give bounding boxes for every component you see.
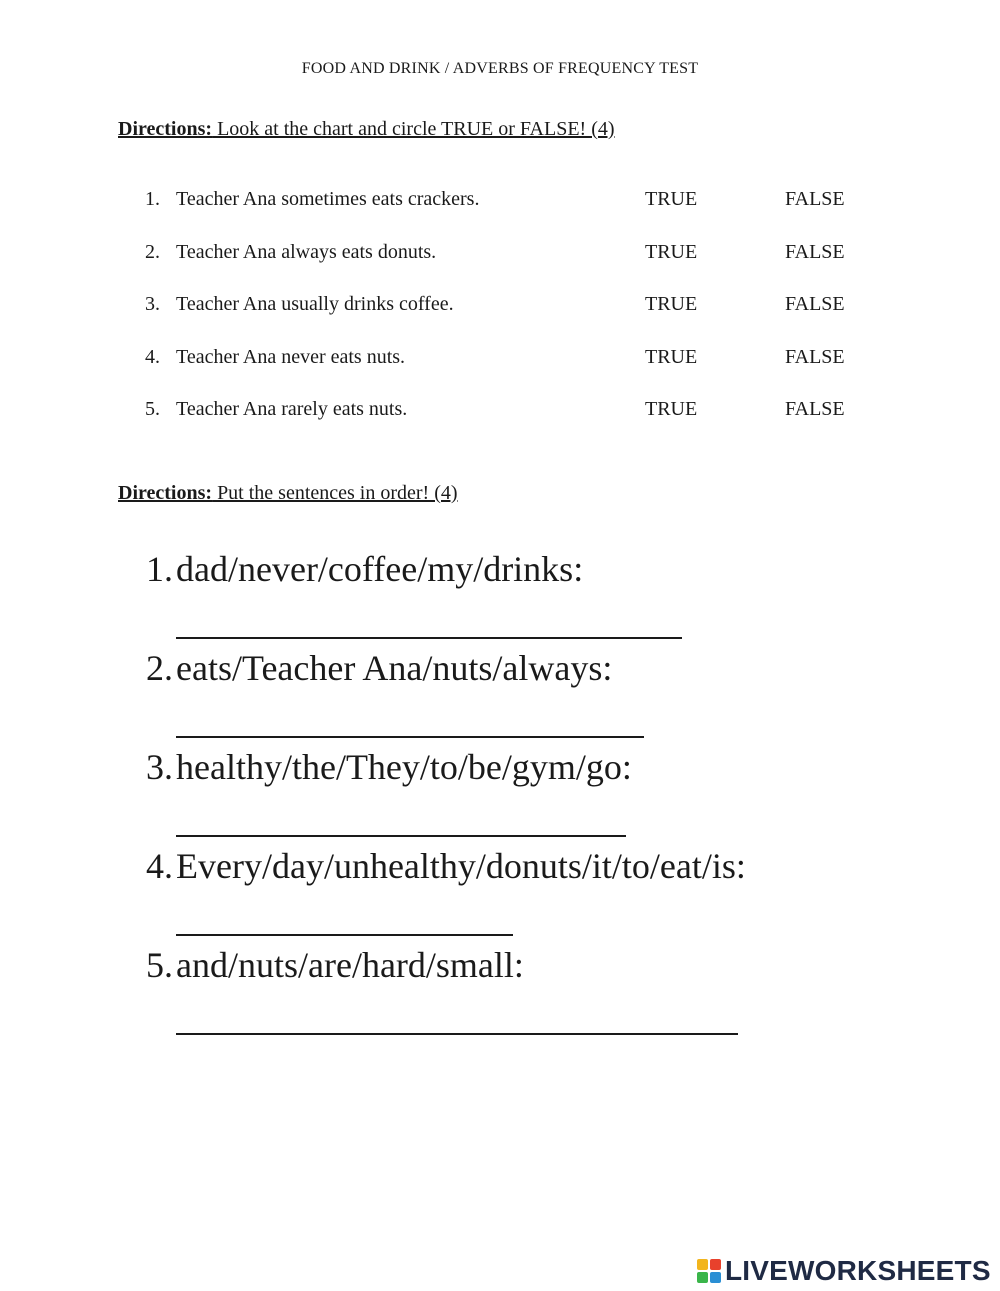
item-number: 2. <box>145 240 160 263</box>
false-option[interactable]: FALSE <box>785 345 845 368</box>
order-item <box>146 845 946 944</box>
logo-block <box>710 1272 721 1283</box>
item-number: 4. <box>145 345 160 368</box>
answer-line[interactable] <box>176 637 682 639</box>
liveworksheets-logo <box>697 1256 991 1286</box>
true-option[interactable]: TRUE <box>645 293 698 316</box>
statement-text: Teacher Ana sometimes eats crackers. <box>176 188 480 210</box>
worksheet-title: FOOD AND DRINK / ADVERBS OF FREQUENCY TEST <box>301 60 699 77</box>
scrambled-sentence: healthy/the/They/to/be/gym/go: <box>176 747 632 787</box>
false-option[interactable]: FALSE <box>785 398 845 421</box>
statement-text: Teacher Ana always eats donuts. <box>176 240 437 263</box>
item-number: 2. <box>146 648 173 688</box>
directions-order <box>118 482 458 505</box>
order-item <box>146 647 946 746</box>
logo-block <box>697 1259 708 1270</box>
item-number: 1. <box>145 188 160 210</box>
statement-text: Teacher Ana usually drinks coffee. <box>176 293 454 316</box>
true-option[interactable]: TRUE <box>645 188 698 210</box>
logo-block <box>697 1272 708 1283</box>
true-option[interactable]: TRUE <box>645 240 698 263</box>
answer-line[interactable] <box>176 835 626 837</box>
item-number: 5. <box>146 945 173 985</box>
statement-text: Teacher Ana rarely eats nuts. <box>176 398 408 421</box>
logo-blocks-icon <box>697 1259 721 1283</box>
true-option[interactable]: TRUE <box>645 398 698 421</box>
item-number: 3. <box>145 293 160 316</box>
scrambled-sentence: and/nuts/are/hard/small: <box>176 945 524 985</box>
scrambled-sentence: Every/day/unhealthy/donuts/it/to/eat/is: <box>176 846 746 886</box>
order-item <box>146 548 946 647</box>
true-false-item <box>145 398 865 451</box>
true-false-item <box>145 241 865 294</box>
directions-label: Directions: <box>118 482 213 504</box>
directions-text: Put the sentences in order! (4) <box>212 482 458 504</box>
answer-line[interactable] <box>176 736 644 738</box>
order-item <box>146 746 946 845</box>
order-sentences-list <box>146 548 946 1043</box>
logo-block <box>710 1259 721 1270</box>
false-option[interactable]: FALSE <box>785 293 845 316</box>
item-number: 4. <box>146 846 173 886</box>
directions-true-false <box>118 118 615 141</box>
directions-label: Directions: <box>118 118 213 140</box>
answer-line[interactable] <box>176 1033 738 1035</box>
true-false-item <box>145 188 865 241</box>
statement-text: Teacher Ana never eats nuts. <box>176 345 406 368</box>
false-option[interactable]: FALSE <box>785 240 845 263</box>
directions-text: Look at the chart and circle TRUE or FALSE! (4) <box>212 118 615 140</box>
item-number: 5. <box>145 398 160 421</box>
logo-text: LIVEWORKSHEETS <box>725 1255 991 1286</box>
item-number: 3. <box>146 747 173 787</box>
scrambled-sentence: eats/Teacher Ana/nuts/always: <box>176 648 613 688</box>
answer-line[interactable] <box>176 934 513 936</box>
true-false-list <box>145 188 865 451</box>
item-number: 1. <box>146 549 173 589</box>
true-false-item <box>145 293 865 346</box>
true-false-item <box>145 346 865 399</box>
scrambled-sentence: dad/never/coffee/my/drinks: <box>176 549 584 589</box>
false-option[interactable]: FALSE <box>785 188 845 210</box>
order-item <box>146 944 946 1043</box>
true-option[interactable]: TRUE <box>645 345 698 368</box>
